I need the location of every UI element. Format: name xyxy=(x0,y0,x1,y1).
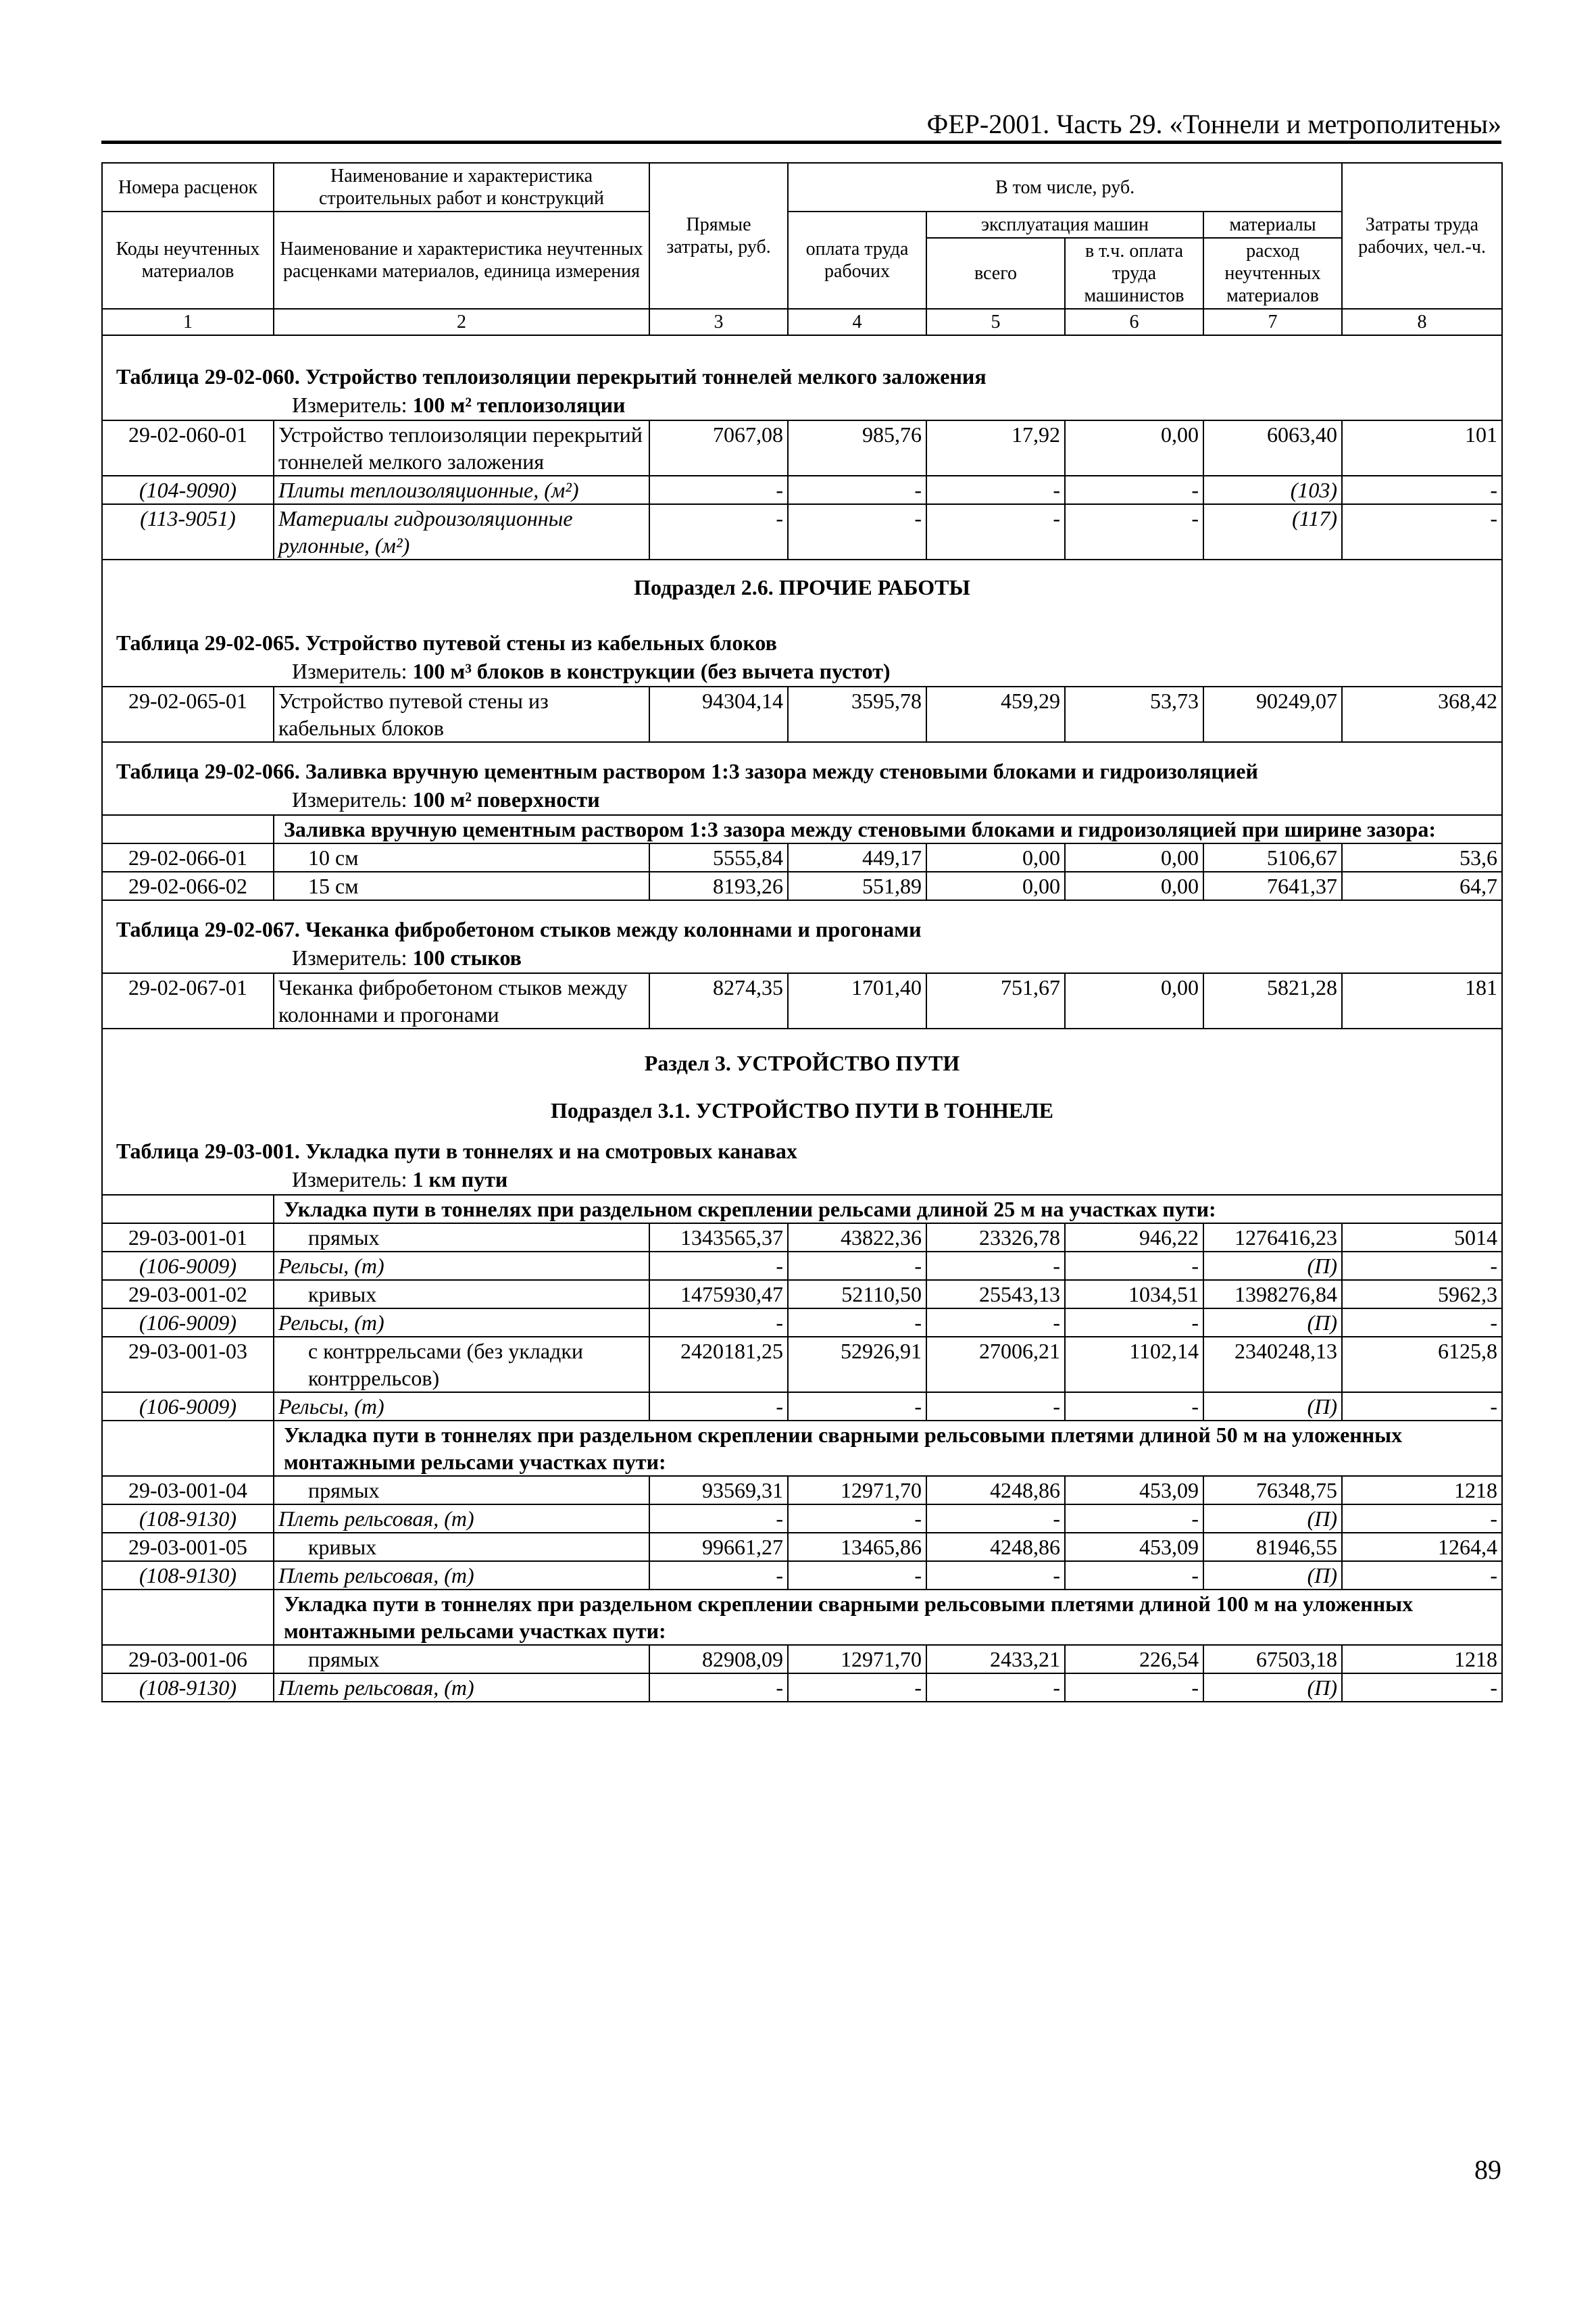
cell-materials: (П) xyxy=(1203,1308,1342,1337)
cell-direct: 94304,14 xyxy=(649,687,788,742)
document-page xyxy=(101,0,1501,2314)
cell-materials: 2340248,13 xyxy=(1203,1337,1342,1392)
cell-machines: 17,92 xyxy=(926,420,1065,476)
cell-machines: - xyxy=(926,1392,1065,1421)
column-numbers-row xyxy=(102,309,1502,335)
cell-machines: 27006,21 xyxy=(926,1337,1065,1392)
col-num: 3 xyxy=(649,309,788,335)
material-row xyxy=(102,1252,1502,1280)
cell-machines: 25543,13 xyxy=(926,1280,1065,1308)
cell-materials: 7641,37 xyxy=(1203,872,1342,900)
cell-direct: - xyxy=(649,1504,788,1533)
measure-row xyxy=(102,785,1502,815)
col-including: В том числе, руб. xyxy=(788,163,1342,212)
material-row xyxy=(102,1673,1502,1702)
table-title-row xyxy=(102,614,1502,656)
col-rate-numbers: Номера расценок xyxy=(102,163,274,212)
group-heading-row xyxy=(102,1421,1502,1476)
table-row xyxy=(102,1280,1502,1308)
rate-name: 15 см xyxy=(274,872,649,900)
table-row xyxy=(102,1645,1502,1673)
group-heading-row xyxy=(102,1195,1502,1223)
subsection-title: Подраздел 2.6. ПРОЧИЕ РАБОТЫ xyxy=(102,560,1502,614)
measure-label: Измеритель: xyxy=(292,393,413,417)
cell-machinist: 453,09 xyxy=(1065,1533,1203,1561)
cell-materials: 6063,40 xyxy=(1203,420,1342,476)
material-name: Плеть рельсовая, (т) xyxy=(274,1561,649,1590)
material-name: Рельсы, (т) xyxy=(274,1392,649,1421)
table-title-row xyxy=(102,742,1502,785)
rate-code: 29-02-060-01 xyxy=(102,420,274,476)
cell-labor: - xyxy=(788,1673,926,1702)
measure-label: Измеритель: xyxy=(292,945,413,970)
cell-machinist: 0,00 xyxy=(1065,872,1203,900)
material-code: (106-9009) xyxy=(102,1392,274,1421)
cell-labor: 52110,50 xyxy=(788,1280,926,1308)
material-name: Материалы гидроизоляционные рулонные, (м²) xyxy=(274,504,649,560)
cell-machinist: 0,00 xyxy=(1065,420,1203,476)
price-table xyxy=(101,162,1503,1702)
measure-unit xyxy=(102,943,1502,973)
cell-machines: 0,00 xyxy=(926,843,1065,872)
cell-labor: - xyxy=(788,1392,926,1421)
table-row xyxy=(102,1223,1502,1252)
cell-machinist: - xyxy=(1065,1252,1203,1280)
cell-labor: 551,89 xyxy=(788,872,926,900)
cell-hours: - xyxy=(1342,504,1502,560)
cell-direct: 2420181,25 xyxy=(649,1337,788,1392)
table-row xyxy=(102,872,1502,900)
material-row xyxy=(102,504,1502,560)
cell-machines: - xyxy=(926,504,1065,560)
cell-machinist: - xyxy=(1065,504,1203,560)
table-title: Таблица 29-03-001. Укладка пути в тоннелях и на смотровых канавах xyxy=(102,1137,1502,1164)
cell-hours: - xyxy=(1342,1673,1502,1702)
cell-labor: - xyxy=(788,1308,926,1337)
measure-value: 100 м² теплоизоляции xyxy=(412,393,626,417)
col-material-consumption: расход неучтенных материалов xyxy=(1203,238,1342,309)
cell-hours: 64,7 xyxy=(1342,872,1502,900)
material-code: (113-9051) xyxy=(102,504,274,560)
rate-name: 10 см xyxy=(274,843,649,872)
cell-direct: - xyxy=(649,1392,788,1421)
measure-value: 100 м³ блоков в конструкции (без вычета пустот) xyxy=(412,659,891,683)
material-name: Плиты теплоизоляционные, (м²) xyxy=(274,476,649,504)
table-row xyxy=(102,420,1502,476)
group-heading-row xyxy=(102,815,1502,843)
material-row xyxy=(102,1392,1502,1421)
cell-direct: 1475930,47 xyxy=(649,1280,788,1308)
rate-name: прямых xyxy=(274,1223,649,1252)
material-code: (106-9009) xyxy=(102,1308,274,1337)
cell-machinist: 226,54 xyxy=(1065,1645,1203,1673)
cell-hours: 5014 xyxy=(1342,1223,1502,1252)
group-heading: Заливка вручную цементным раствором 1:3 зазора между стеновыми блоками и гидроизоляцией при ширине зазора: xyxy=(274,815,1502,843)
rate-name: с контррельсами (без укладки контррельсов) xyxy=(274,1337,649,1392)
rate-code: 29-02-066-01 xyxy=(102,843,274,872)
cell-machines: - xyxy=(926,1504,1065,1533)
rate-name: кривых xyxy=(274,1280,649,1308)
cell-hours: 6125,8 xyxy=(1342,1337,1502,1392)
col-labor-pay: оплата труда рабочих xyxy=(788,212,926,309)
col-num: 1 xyxy=(102,309,274,335)
cell-direct: - xyxy=(649,1308,788,1337)
cell-labor: - xyxy=(788,476,926,504)
cell-materials: (117) xyxy=(1203,504,1342,560)
cell-materials: 5821,28 xyxy=(1203,973,1342,1029)
measure-unit xyxy=(102,656,1502,687)
cell-machinist: - xyxy=(1065,1308,1203,1337)
cell-hours: 1264,4 xyxy=(1342,1533,1502,1561)
group-heading: Укладка пути в тоннелях при раздельном скреплении сварными рельсовыми плетями длиной 50 м на уложенных монтажными рельсами участках пути: xyxy=(274,1421,1502,1476)
col-machines: эксплуатация машин xyxy=(926,212,1203,238)
rate-name: Чеканка фибробетоном стыков между колоннами и прогонами xyxy=(274,973,649,1029)
measure-row xyxy=(102,390,1502,420)
table-row xyxy=(102,1533,1502,1561)
rate-code: 29-03-001-05 xyxy=(102,1533,274,1561)
measure-value: 100 м² поверхности xyxy=(412,787,600,812)
rate-code: 29-03-001-06 xyxy=(102,1645,274,1673)
empty-cell xyxy=(102,815,274,843)
empty-cell xyxy=(102,1421,274,1476)
table-row xyxy=(102,1337,1502,1392)
cell-materials: 81946,55 xyxy=(1203,1533,1342,1561)
cell-machines: 4248,86 xyxy=(926,1476,1065,1504)
cell-machinist: 946,22 xyxy=(1065,1223,1203,1252)
cell-hours: 1218 xyxy=(1342,1476,1502,1504)
cell-direct: 82908,09 xyxy=(649,1645,788,1673)
table-row xyxy=(102,973,1502,1029)
rate-code: 29-03-001-04 xyxy=(102,1476,274,1504)
rate-name: Устройство путевой стены из кабельных блоков xyxy=(274,687,649,742)
cell-labor: - xyxy=(788,1504,926,1533)
cell-labor: 1701,40 xyxy=(788,973,926,1029)
col-num: 6 xyxy=(1065,309,1203,335)
col-machines-total: всего xyxy=(926,238,1065,309)
material-row xyxy=(102,1561,1502,1590)
cell-direct: 1343565,37 xyxy=(649,1223,788,1252)
cell-machines: - xyxy=(926,1252,1065,1280)
cell-hours: 5962,3 xyxy=(1342,1280,1502,1308)
measure-label: Измеритель: xyxy=(292,787,413,812)
cell-direct: - xyxy=(649,1673,788,1702)
cell-direct: 5555,84 xyxy=(649,843,788,872)
cell-machines: 0,00 xyxy=(926,872,1065,900)
group-heading: Укладка пути в тоннелях при раздельном скреплении сварными рельсовыми плетями длиной 100 м на уложенных монтажными рельсами участках пути: xyxy=(274,1590,1502,1645)
table-title-row xyxy=(102,900,1502,943)
col-num: 8 xyxy=(1342,309,1502,335)
cell-labor: 12971,70 xyxy=(788,1476,926,1504)
cell-labor: - xyxy=(788,504,926,560)
cell-materials: 1276416,23 xyxy=(1203,1223,1342,1252)
cell-direct: 93569,31 xyxy=(649,1476,788,1504)
section-heading-row xyxy=(102,1029,1502,1090)
cell-direct: 99661,27 xyxy=(649,1533,788,1561)
cell-labor: 43822,36 xyxy=(788,1223,926,1252)
cell-materials: 5106,67 xyxy=(1203,843,1342,872)
material-row xyxy=(102,1308,1502,1337)
cell-machines: 2433,21 xyxy=(926,1645,1065,1673)
rate-code: 29-02-065-01 xyxy=(102,687,274,742)
col-material-codes: Коды неучтенных материалов xyxy=(102,212,274,309)
cell-direct: - xyxy=(649,476,788,504)
table-title: Таблица 29-02-067. Чеканка фибробетоном стыков между колоннами и прогонами xyxy=(102,900,1502,943)
measure-row xyxy=(102,1164,1502,1195)
material-name: Плеть рельсовая, (т) xyxy=(274,1504,649,1533)
rate-name: кривых xyxy=(274,1533,649,1561)
cell-hours: - xyxy=(1342,1561,1502,1590)
material-code: (108-9130) xyxy=(102,1561,274,1590)
running-header: ФЕР-2001. Часть 29. «Тоннели и метрополитены» xyxy=(926,109,1501,139)
material-code: (108-9130) xyxy=(102,1673,274,1702)
cell-machinist: 53,73 xyxy=(1065,687,1203,742)
header-row-2 xyxy=(102,212,1502,238)
table-row xyxy=(102,687,1502,742)
cell-hours: 101 xyxy=(1342,420,1502,476)
col-work-name: Наименование и характеристика строительных работ и конструкций xyxy=(274,163,649,212)
cell-machinist: - xyxy=(1065,1504,1203,1533)
cell-materials: (П) xyxy=(1203,1504,1342,1533)
cell-machines: - xyxy=(926,1561,1065,1590)
col-num: 5 xyxy=(926,309,1065,335)
cell-machines: - xyxy=(926,1673,1065,1702)
cell-materials: (П) xyxy=(1203,1252,1342,1280)
cell-machines: 23326,78 xyxy=(926,1223,1065,1252)
cell-hours: - xyxy=(1342,476,1502,504)
col-material-name: Наименование и характеристика неучтенных расценками материалов, единица измерения xyxy=(274,212,649,309)
cell-machinist: 453,09 xyxy=(1065,1476,1203,1504)
empty-cell xyxy=(102,1195,274,1223)
rate-code: 29-03-001-01 xyxy=(102,1223,274,1252)
cell-labor: 52926,91 xyxy=(788,1337,926,1392)
col-machinist-pay: в т.ч. оплата труда машинистов xyxy=(1065,238,1203,309)
cell-materials: 90249,07 xyxy=(1203,687,1342,742)
table-title: Таблица 29-02-066. Заливка вручную цементным раствором 1:3 зазора между стеновыми блоками и гидроизоляцией xyxy=(102,742,1502,785)
cell-labor: - xyxy=(788,1252,926,1280)
material-name: Плеть рельсовая, (т) xyxy=(274,1673,649,1702)
header-row-1 xyxy=(102,163,1502,212)
cell-hours: 1218 xyxy=(1342,1645,1502,1673)
table-row xyxy=(102,843,1502,872)
measure-label: Измеритель: xyxy=(292,659,413,683)
measure-value: 100 стыков xyxy=(412,945,522,970)
cell-hours: 181 xyxy=(1342,973,1502,1029)
cell-machinist: 0,00 xyxy=(1065,973,1203,1029)
cell-direct: 7067,08 xyxy=(649,420,788,476)
col-labor-hours: Затраты труда рабочих, чел.-ч. xyxy=(1342,163,1502,309)
cell-materials: (П) xyxy=(1203,1392,1342,1421)
cell-materials: (П) xyxy=(1203,1561,1342,1590)
rate-name: прямых xyxy=(274,1476,649,1504)
cell-direct: - xyxy=(649,1252,788,1280)
cell-labor: 449,17 xyxy=(788,843,926,872)
header-rule xyxy=(101,141,1501,144)
measure-row xyxy=(102,943,1502,973)
cell-machinist: - xyxy=(1065,1673,1203,1702)
cell-hours: - xyxy=(1342,1308,1502,1337)
rate-name: прямых xyxy=(274,1645,649,1673)
measure-value: 1 км пути xyxy=(412,1167,508,1191)
cell-labor: 985,76 xyxy=(788,420,926,476)
cell-materials: 1398276,84 xyxy=(1203,1280,1342,1308)
section-title: Раздел 3. УСТРОЙСТВО ПУТИ xyxy=(102,1029,1502,1090)
col-num: 2 xyxy=(274,309,649,335)
measure-unit xyxy=(102,1164,1502,1195)
rate-name: Устройство теплоизоляции перекрытий тоннелей мелкого заложения xyxy=(274,420,649,476)
rate-code: 29-03-001-02 xyxy=(102,1280,274,1308)
section-heading-row xyxy=(102,560,1502,614)
page-number: 89 xyxy=(1474,2155,1501,2185)
table-title-row xyxy=(102,1137,1502,1164)
cell-machinist: 1034,51 xyxy=(1065,1280,1203,1308)
rate-code: 29-02-067-01 xyxy=(102,973,274,1029)
measure-label: Измеритель: xyxy=(292,1167,413,1191)
cell-direct: - xyxy=(649,1561,788,1590)
cell-labor: 12971,70 xyxy=(788,1645,926,1673)
cell-labor: 3595,78 xyxy=(788,687,926,742)
cell-machinist: - xyxy=(1065,476,1203,504)
cell-labor: 13465,86 xyxy=(788,1533,926,1561)
cell-machinist: 1102,14 xyxy=(1065,1337,1203,1392)
table-title: Таблица 29-02-065. Устройство путевой стены из кабельных блоков xyxy=(102,614,1502,656)
col-num: 7 xyxy=(1203,309,1342,335)
table-title-row xyxy=(102,335,1502,390)
section-heading-row xyxy=(102,1090,1502,1137)
cell-hours: - xyxy=(1342,1252,1502,1280)
cell-hours: 53,6 xyxy=(1342,843,1502,872)
cell-direct: 8193,26 xyxy=(649,872,788,900)
cell-hours: 368,42 xyxy=(1342,687,1502,742)
material-code: (108-9130) xyxy=(102,1504,274,1533)
subsection-title: Подраздел 3.1. УСТРОЙСТВО ПУТИ В ТОННЕЛЕ xyxy=(102,1090,1502,1137)
cell-machines: - xyxy=(926,476,1065,504)
material-code: (104-9090) xyxy=(102,476,274,504)
cell-materials: 67503,18 xyxy=(1203,1645,1342,1673)
cell-machines: 459,29 xyxy=(926,687,1065,742)
cell-machines: 4248,86 xyxy=(926,1533,1065,1561)
cell-direct: - xyxy=(649,504,788,560)
group-heading: Укладка пути в тоннелях при раздельном скреплении рельсами длиной 25 м на участках пути: xyxy=(274,1195,1502,1223)
col-num: 4 xyxy=(788,309,926,335)
cell-hours: - xyxy=(1342,1504,1502,1533)
group-heading-row xyxy=(102,1590,1502,1645)
material-row xyxy=(102,1504,1502,1533)
material-name: Рельсы, (т) xyxy=(274,1308,649,1337)
measure-unit xyxy=(102,785,1502,815)
rate-code: 29-03-001-03 xyxy=(102,1337,274,1392)
rate-code: 29-02-066-02 xyxy=(102,872,274,900)
material-name: Рельсы, (т) xyxy=(274,1252,649,1280)
cell-machines: 751,67 xyxy=(926,973,1065,1029)
col-direct-costs: Прямые затраты, руб. xyxy=(649,163,788,309)
table-row xyxy=(102,1476,1502,1504)
col-materials: материалы xyxy=(1203,212,1342,238)
measure-unit xyxy=(102,390,1502,420)
cell-materials: 76348,75 xyxy=(1203,1476,1342,1504)
cell-labor: - xyxy=(788,1561,926,1590)
cell-machinist: 0,00 xyxy=(1065,843,1203,872)
cell-machinist: - xyxy=(1065,1561,1203,1590)
empty-cell xyxy=(102,1590,274,1645)
cell-materials: (П) xyxy=(1203,1673,1342,1702)
material-code: (106-9009) xyxy=(102,1252,274,1280)
cell-materials: (103) xyxy=(1203,476,1342,504)
cell-hours: - xyxy=(1342,1392,1502,1421)
cell-machines: - xyxy=(926,1308,1065,1337)
cell-direct: 8274,35 xyxy=(649,973,788,1029)
material-row xyxy=(102,476,1502,504)
table-title: Таблица 29-02-060. Устройство теплоизоляции перекрытий тоннелей мелкого заложения xyxy=(102,335,1502,390)
cell-machinist: - xyxy=(1065,1392,1203,1421)
measure-row xyxy=(102,656,1502,687)
